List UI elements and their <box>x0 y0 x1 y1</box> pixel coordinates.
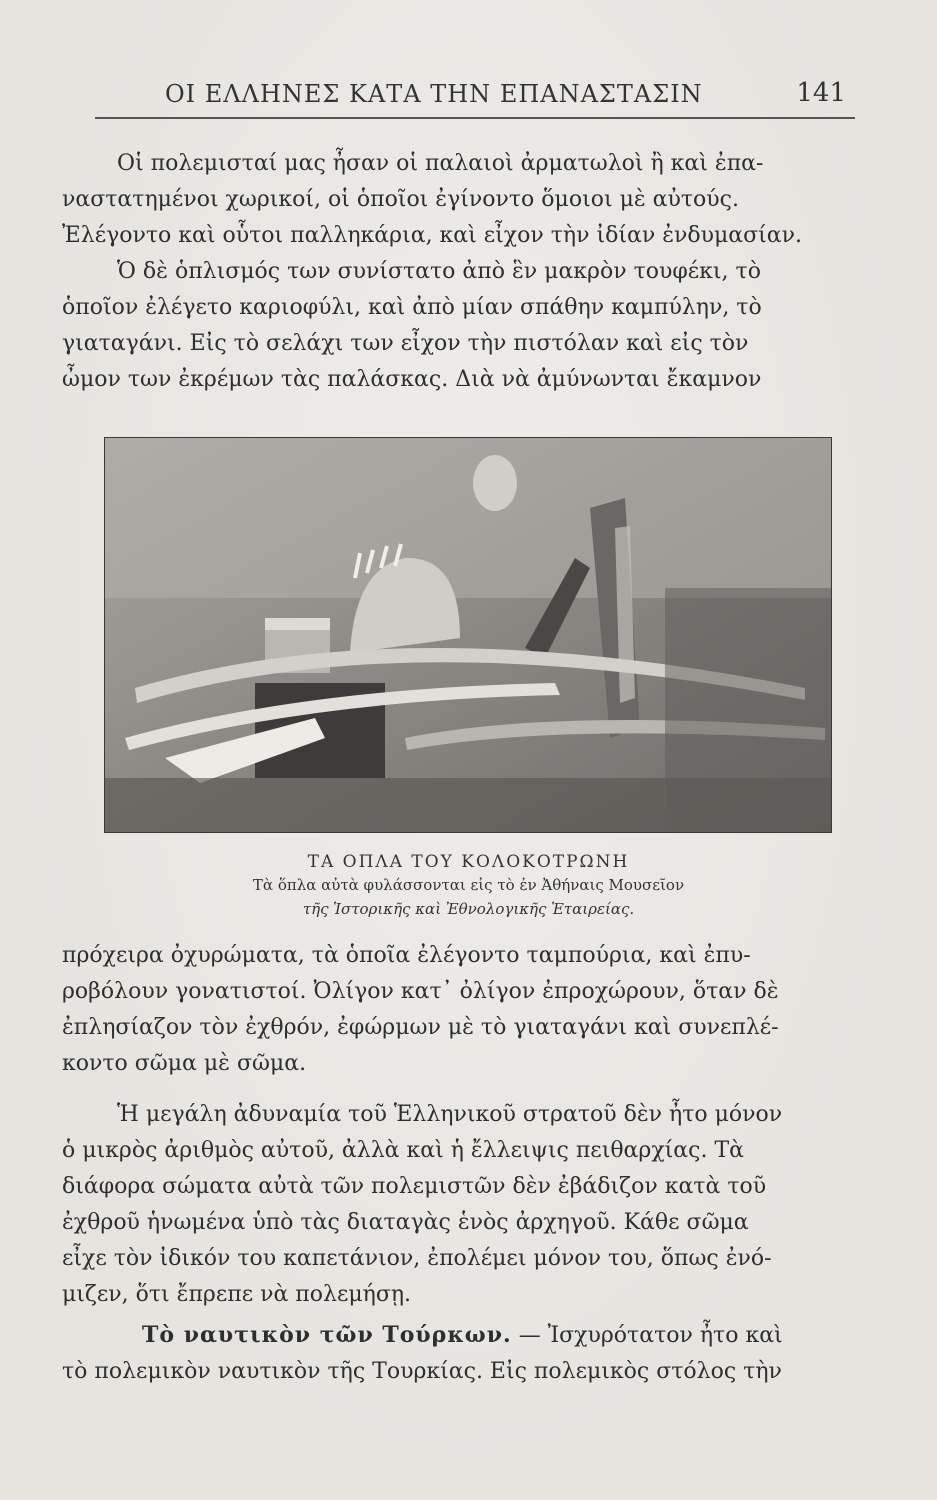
running-title: ΟΙ ΕΛΛΗΝΕΣ ΚΑΤΑ ΤΗΝ ΕΠΑΝΑΣΤΑΣΙΝ <box>165 80 703 108</box>
text-line: πρόχειρα ὀχυρώματα, τὰ ὁποῖα ἐλέγοντο ταμπούρια, καὶ ἐπυ- <box>62 943 751 968</box>
text-line: ὦμον των ἐκρέμων τὰς παλάσκας. Διὰ νὰ ἀμύνωνται ἔκαμνον <box>62 367 762 392</box>
text-fragment: — Ἰσχυρότατον ἦτο καὶ <box>518 1323 783 1348</box>
text-line: ναστατημένοι χωρικοί, οἱ ὁποῖοι ἐγίνοντο ὅμοιοι μὲ αὐτούς. <box>62 187 739 212</box>
header-rule <box>95 117 855 119</box>
text-line: κοντο σῶμα μὲ σῶμα. <box>62 1051 307 1076</box>
text-line: μιζεν, ὅτι ἔπρεπε νὰ πολεμήσῃ. <box>62 1282 412 1307</box>
text-line: Ἡ μεγάλη ἀδυναμία τοῦ Ἑλληνικοῦ στρατοῦ δὲν ἦτο μόνον <box>117 1102 783 1127</box>
text-line: διάφορα σώματα αὐτὰ τῶν πολεμιστῶν δὲν ἐβάδιζον κατὰ τοῦ <box>62 1174 767 1199</box>
text-line: Ὁ δὲ ὁπλισμός των συνίστατο ἀπὸ ἓν μακρὸν τουφέκι, τὸ <box>117 259 761 284</box>
paragraph-3 <box>62 1097 877 1313</box>
text-line: τὸ πολεμικὸν ναυτικὸν τῆς Τουρκίας. Εἰς πολεμικὸς στόλος τὴν <box>62 1359 782 1384</box>
text-line: εἶχε τὸν ἰδικόν του καπετάνιον, ἐπολέμει μόνον του, ὅπως ἐνό- <box>62 1246 772 1271</box>
text-line: ὁποῖον ἐλέγετο καριοφύλι, καὶ ἀπὸ μίαν σπάθην καμπύλην, τὸ <box>62 295 762 320</box>
paragraph-4 <box>62 1317 877 1390</box>
text-line: ἐχθροῦ ἡνωμένα ὑπὸ τὰς διαταγὰς ἑνὸς ἀρχηγοῦ. Κάθε σῶμα <box>62 1210 749 1235</box>
figure-caption-title: ΤΑ ΟΠΛΑ ΤΟΥ ΚΟΛΟΚΟΤΡΩΝΗ <box>307 852 630 872</box>
text-line: Ἐλέγοντο καὶ οὗτοι παλληκάρια, καὶ εἶχον τὴν ἰδίαν ἐνδυμασίαν. <box>62 223 803 248</box>
paragraph-2 <box>62 938 877 1082</box>
paragraph-1 <box>62 146 877 398</box>
section-heading: Τὸ ναυτικὸν τῶν Τούρκων. <box>142 1322 512 1348</box>
text-line: γιαταγάνι. Εἰς τὸ σελάχι των εἶχον τὴν πιστόλαν καὶ εἰς τὸν <box>62 331 749 356</box>
text-line: ὁ μικρὸς ἀριθμὸς αὐτοῦ, ἀλλὰ καὶ ἡ ἔλλειψις πειθαρχίας. Τὰ <box>62 1138 744 1163</box>
text-line: ἐπλησίαζον τὸν ἐχθρόν, ἐφώρμων μὲ τὸ γιαταγάνι καὶ συνεπλέ- <box>62 1015 779 1040</box>
photo-illustration <box>105 438 831 832</box>
page-number: 141 <box>796 78 846 108</box>
weapons-photograph <box>104 437 832 833</box>
text-line: ροβόλουν γονατιστοί. Ὀλίγον κατ᾽ ὀλίγον ἐπροχώρουν, ὅταν δὲ <box>62 979 779 1004</box>
figure-caption-line: Τὰ ὅπλα αὐτὰ φυλάσσονται εἰς τὸ ἐν Ἀθήναις Μουσεῖον <box>252 876 685 894</box>
figure-caption-line: τῆς Ἱστορικῆς καὶ Ἐθνολογικῆς Ἑταιρείας. <box>302 900 635 918</box>
running-header <box>120 72 850 112</box>
text-line <box>62 1317 877 1354</box>
text-line: Οἱ πολεμισταί μας ἦσαν οἱ παλαιοὶ ἀρματωλοὶ ἢ καὶ ἐπα- <box>117 151 764 176</box>
